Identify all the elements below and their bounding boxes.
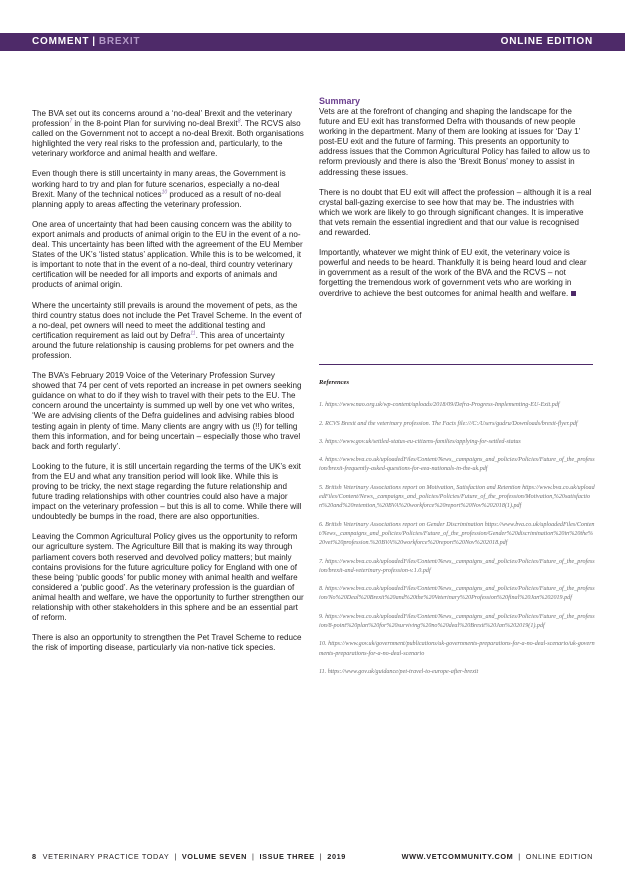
reference-item[interactable]: 4. https://www.bva.co.uk/uploadedFiles/Content/News,_campaigns_and_policies/Policies/Future_of_the_profession/brexit-frequently-asked-questions-for-eea-nationals-in-the-uk.pdf (319, 457, 595, 473)
paragraph-text: The BVA set out its concerns around a ‘no-deal’ Brexit and the veterinary profession (32, 109, 293, 129)
paragraph-text: Importantly, whatever we might think of EU exit, the veterinary voice is powerful and needs to be heard. Thankfully it is being heard loud and clear in government as a result of the work of the BVA and the RCVS – not forgetting the tremendous work of government vets who are working in overdrive to achieve the best outcomes for animal health and welfare. (319, 248, 587, 298)
references-title: References (319, 379, 350, 386)
paragraph-text: . This area of uncertainty around the future relationship is causing problems for pet owners and the profession. (32, 330, 294, 360)
footer-edition: ONLINE EDITION (525, 852, 593, 861)
volume-label: VOLUME SEVEN (181, 852, 248, 861)
reference-item[interactable]: 8. https://www.bva.co.uk/uploadedFiles/Content/News,_campaigns_and_policies/Policies/Future_of_the_profession/No%20Deal%20Brexit%20and%20the%20Veterinary%20Profession%20final%20Jan%202019.pdf (319, 586, 595, 602)
body-paragraph (32, 301, 304, 362)
reference-item[interactable]: 5. British Veterinary Associations report on Motivation, Satisfaction and Retention https://www.bva.co.uk/uploadedFiles/Content/News,_campaigns_and_policies/Policies/Future_of_the_profession/Motivation,%20satisfaction%20and%20retention,%20BVA%20workforce%20report%20Nov%202018(1).pdf (319, 484, 595, 510)
footer-website-info (402, 852, 593, 862)
right-column (319, 96, 593, 309)
paragraph-text: The BVA’s February 2019 Voice of the Veterinary Profession Survey showed that 74 per cent of vets reported an increase in pet owners seeking guidance on what to do if they wish to travel with their pets to the EU. The concern around the uncertainty is summed up well by one vet who writes, ‘We are advising clients of the Defra guidelines and advising rabies blood testing again in plenty of time. Many clients are angry with us (!!) for telling them this information, and for being uncertain – especially those who travel back and forth regularly’. (32, 371, 302, 451)
paragraph-text: Where the uncertainty still prevails is around the movement of pets, as the third country status does not include the Pet Travel Scheme. In the event of a no-deal, pet owners will need to meet the additional testing and certification requirement as laid out by Defra (32, 300, 302, 340)
website-link[interactable]: WWW.VETCOMMUNITY.COM (401, 852, 514, 861)
summary-paragraph: There is no doubt that EU exit will affect the profession – although it is a real crystal ball-gazing exercise to see how that may be. The industries with which we work are likely to go through significant changes. It is imperative that vets remain the essential ingredient and that our value is recognised and rewarded. (319, 187, 592, 238)
publication-name: VETERINARY PRACTICE TODAY (42, 852, 170, 861)
body-paragraph (32, 109, 304, 159)
footer-publication-info (32, 852, 346, 862)
header-separator: | (92, 36, 96, 47)
issue-label: ISSUE THREE (259, 852, 315, 861)
summary-heading: Summary (319, 96, 361, 106)
paragraph-text: Leaving the Common Agricultural Policy gives us the opportunity to reform our agriculture system. The Agriculture Bill that is making its way through parliament covers both reserved and devolved policy matters; but mainly contains provisions for the future agriculture policy for England with one of these being ‘public goods’ for public money with animal health and welfare considered a ‘public good’. As the veterinary profession is the guardian of animal health and welfare, we have the opportunity to further strengthen our relationship with other stakeholders in this sphere and be an essential part of reform. (32, 532, 304, 623)
reference-item[interactable]: 7. https://www.bva.co.uk/uploadedFiles/Content/News,_campaigns_and_policies/Policies/Future_of_the_profession/brexit-and-veterinary-profession-v.1.0.pdf (319, 558, 595, 574)
paragraph-text: Looking to the future, it is still uncertain regarding the terms of the UK’s exit from the EU and what any transition period will look like. While this is proving to be tricky, the next stage regarding the future relationship and future trading relationships with other countries could also have a major impact on the veterinary profession – but this is all to come. While there will undoubtedly be bumps in the road, there are also opportunities. (32, 461, 302, 522)
body-paragraph (32, 633, 304, 653)
reference-item[interactable]: 3. https://www.gov.uk/settled-status-eu-citizens-families/applying-for-settled-status (319, 438, 521, 445)
references-divider (319, 364, 593, 365)
summary-paragraph (319, 248, 593, 298)
footnote-ref[interactable]: 11 (190, 330, 196, 337)
reference-item[interactable]: 2. RCVS Brexit and the veterinary profession. The Facts file:///C:/Users/gudru/Downloads/brexit-flyer.pdf (319, 420, 578, 427)
reference-item[interactable]: 9. https://www.bva.co.uk/uploadedFiles/Content/News,_campaigns_and_policies/Policies/Future_of_the_profession/8-point%20plan%20for%20surviving%20no%20deal%20Brexit%20Jan%202019(1).pdf (319, 613, 595, 630)
footnote-ref[interactable]: 7 (69, 118, 73, 125)
footer-separator: | (319, 852, 323, 861)
body-paragraph (32, 169, 304, 209)
body-paragraph (32, 220, 304, 291)
paragraph-text: in the 8-point Plan for surviving no-deal Brexit (72, 119, 238, 129)
paragraph-text: . The RCVS also called on the Government not to accept a no-deal Brexit. Both organisations highlighted the very real risks to the profession and, particularly, to the veterinary workforce and animal health and welfare. (32, 119, 304, 159)
paragraph-text: There is also an opportunity to strengthen the Pet Travel Scheme to reduce the risk of importing disease, particularly via non-native tick species. (32, 633, 302, 653)
footer-separator: | (518, 852, 521, 861)
paragraph-text: produced as a result of no-deal planning apply to areas affecting the veterinary profession. (32, 189, 281, 209)
paragraph-text: Even though there is still uncertainty in many areas, the Government is working hard to try and plan for future scenarios, especially a no-deal Brexit. Many of the technical notices (32, 169, 286, 199)
reference-item[interactable]: 1. https://www.nao.org.uk/wp-content/uploads/2018/09/Defra-Progress-Implementing-EU-Exit.pdf (319, 402, 560, 409)
paragraph-text: One area of uncertainty that had been causing concern was the ability to export animals and products of animal origin to the EU in the event of a no-deal. This uncertainty has been lifted with the agreement of the EU Member States of the UK’s ‘listed status’ application. While this is to be welcomed, it is important to note that in the event of a no-deal, third country veterinary certification will be needed for all imports and exports of animals and products of animal origin. (32, 219, 303, 290)
left-column (32, 109, 304, 663)
reference-item[interactable]: 6. British Veterinary Associations report on Gender Discrimination https://www.bva.co.uk/uploadedFiles/Content/News,_campaigns_and_policies/Policies/Future_of_the_profession/Gender%20discrimination%20in%20the%20vet%20profession.%20BVA%20workforce%20report%20Nov%202018.pdf (319, 521, 595, 547)
body-paragraph (32, 532, 304, 623)
section-label (32, 36, 140, 48)
year-label: 2019 (327, 852, 346, 861)
body-paragraph (32, 462, 304, 523)
body-paragraph (32, 371, 304, 452)
references-list (319, 378, 595, 686)
summary-paragraph: Vets are at the forefront of changing and shaping the landscape for the future and EU exit has transformed Defra with thousands of new people working in the department. Many of them are looking at issues for ‘Day 1’ post-EU exit and the future of farming. This presents an opportunity to address issues that the Common Agricultural Policy has failed to allow us to reform previously and there is also the ‘Brexit Bonus’ money to assist in addressing these issues. (319, 107, 590, 177)
footer-separator: | (252, 852, 255, 861)
reference-item[interactable]: 11. https://www.gov.uk/guidance/pet-travel-to-europe-after-brexit (319, 668, 479, 675)
reference-item[interactable]: 10. https://www.gov.uk/government/publications/uk-governments-preparations-for-a-no-deal-scenario/uk-governments-preparations-for-a-no-deal-scenario (319, 641, 595, 657)
footnote-ref[interactable]: 8 (237, 118, 241, 125)
edition-label: ONLINE EDITION (500, 36, 593, 47)
footnote-ref[interactable]: 10 (161, 188, 168, 195)
footer-separator: | (174, 852, 177, 861)
subsection-name: BREXIT (98, 36, 141, 47)
end-mark-icon (571, 291, 576, 296)
header-bar (0, 33, 625, 51)
section-name: COMMENT (32, 36, 90, 47)
page-number: 8 (32, 852, 37, 861)
